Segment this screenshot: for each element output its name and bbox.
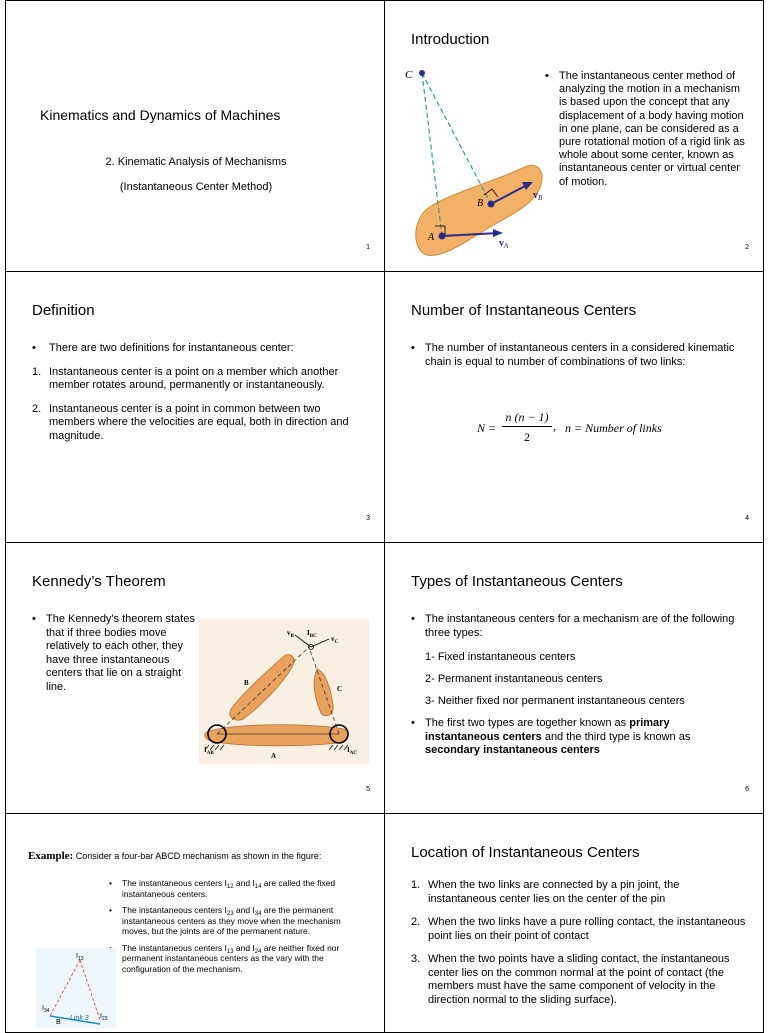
point-c: [419, 70, 425, 76]
kennedy-diagram: [199, 619, 369, 764]
label-i23: $I_{23}$: [100, 1013, 108, 1022]
point-a: [439, 233, 446, 240]
slide-1: [5, 0, 385, 272]
slide-6: [384, 542, 764, 814]
rigid-body-diagram: [405, 63, 545, 263]
combination-formula: N = n (n − 1) 2 , n = Number of links: [477, 410, 662, 444]
velocity-arrowhead-a: [493, 229, 503, 237]
label-vb: $v_B$: [287, 629, 294, 639]
type-2: 2- Permanent instantaneous centers: [425, 673, 603, 685]
definition-item-1: 1. Instantaneous center is a point on a member which another member rotates around, permanently or instantaneously.: [32, 365, 339, 391]
definition-item-2: 2. Instantaneous center is a point in common between two members where the velocities are equal, both in direction and magnitude.: [32, 402, 349, 442]
label-b: B: [56, 1019, 61, 1026]
type-1: 1- Fixed instantaneous centers: [425, 651, 576, 663]
slide-5-title: Kennedy’s Theorem: [32, 573, 166, 590]
types-bullet: • The instantaneous centers for a mechanism are of the following three types:: [411, 613, 736, 640]
slide-2-title: Introduction: [411, 31, 490, 48]
slide-3-title: Definition: [32, 302, 95, 319]
slide-7: [5, 813, 385, 1033]
slide-2: [384, 0, 764, 272]
count-bullet: • The number of instantaneous centers in a considered kinematic chain is equal to number of combinations of two links:: [411, 342, 736, 369]
label-b: B: [477, 198, 484, 209]
page-number: 5: [366, 786, 370, 793]
type-3: 3- Neither fixed nor permanent instantaneous centers: [425, 695, 685, 707]
example-bullet-1: • The instantaneous centers $I_{12}$ and $I_{14}$ are called the fixed instantaneous centers.: [109, 878, 364, 899]
example-heading: Example: Consider a four-bar ABCD mechanism as shown in the figure:: [28, 850, 322, 862]
label-a: A: [428, 232, 435, 243]
four-bar-diagram: [36, 948, 116, 1028]
label-c: C: [337, 685, 343, 693]
label-i13: $I_{13}$: [76, 953, 84, 962]
point-b: [488, 201, 495, 208]
label-va: $v_A$: [499, 238, 509, 250]
definition-intro: • There are two definitions for instantaneous center:: [32, 342, 367, 356]
location-item-1: 1. When the two links are connected by a pin joint, the instantaneous center lies on the center of the pin: [411, 879, 680, 905]
label-vc: $v_C$: [331, 635, 339, 645]
label-a: A: [271, 752, 277, 760]
page-number: 1: [366, 244, 370, 251]
slide-5: [5, 542, 385, 814]
kennedy-bullet: • The Kennedy's theorem states that if three bodies move relatively to each other, they have three instantaneous centers that lie on a straight line.: [32, 613, 204, 694]
label-iab: $I_{AB}$: [204, 746, 214, 756]
label-ibc: $I_{BC}$: [307, 629, 317, 639]
slide-6-title: Types of Instantaneous Centers: [411, 573, 623, 590]
label-b: B: [244, 679, 249, 687]
slide-4-title: Number of Instantaneous Centers: [411, 302, 637, 319]
label-vb: $v_B$: [533, 190, 543, 202]
label-i34: $I_{34}$: [42, 1005, 50, 1014]
types-summary-bullet: • The first two types are together known as primary instantaneous centers and the third type is known as secondary instantaneous centers: [411, 717, 736, 758]
slide-4: [384, 271, 764, 543]
page-number: 3: [366, 515, 370, 522]
example-bullet-3: • The instantaneous centers $I_{13}$ and $I_{24}$ are neither fixed nor permanent instantaneous centers as the vary with the configuration of the mechanism.: [109, 943, 364, 975]
slide-8: [384, 813, 764, 1033]
example-bullet-2: • The instantaneous centers $I_{23}$ and $I_{34}$ are the permanent instantaneous centers as they move when the mechanism moves, but the joints are of the permanent nature.: [109, 905, 364, 937]
intro-bullet: • The instantaneous center method of analyzing the motion in a mechanism is based upon the concept that any displacement of a body having motion in one plane, can be considered as a pure rotational motion of a rigid link as whole about some center, known as instantaneous center or virtual center of motion.: [545, 70, 745, 189]
location-item-2: 2. When the two links have a pure rolling contact, the instantaneous point lies on their point of contact: [411, 916, 746, 942]
location-item-3: 3. When the two points have a sliding contact, the instantaneous center lies on the common normal at the point of contact (the members must have the same component of velocity in the direction normal to the sliding surface).: [411, 953, 730, 1006]
page-number: 6: [745, 786, 749, 793]
label-c: C: [405, 69, 413, 81]
label-link-3: Link 3: [70, 1015, 89, 1022]
slide-8-title: Location of Instantaneous Centers: [411, 844, 640, 861]
label-iac: $I_{AC}$: [347, 746, 357, 756]
slide-3: [5, 271, 385, 543]
slide-1-title: Kinematics and Dynamics of Machines: [40, 107, 281, 123]
page-number: 2: [745, 244, 749, 251]
page-number: 4: [745, 515, 749, 522]
slide-1-subtitle: 2. Kinematic Analysis of Mechanisms: [105, 156, 287, 168]
slide-1-subtitle-2: (Instantaneous Center Method): [119, 181, 273, 193]
